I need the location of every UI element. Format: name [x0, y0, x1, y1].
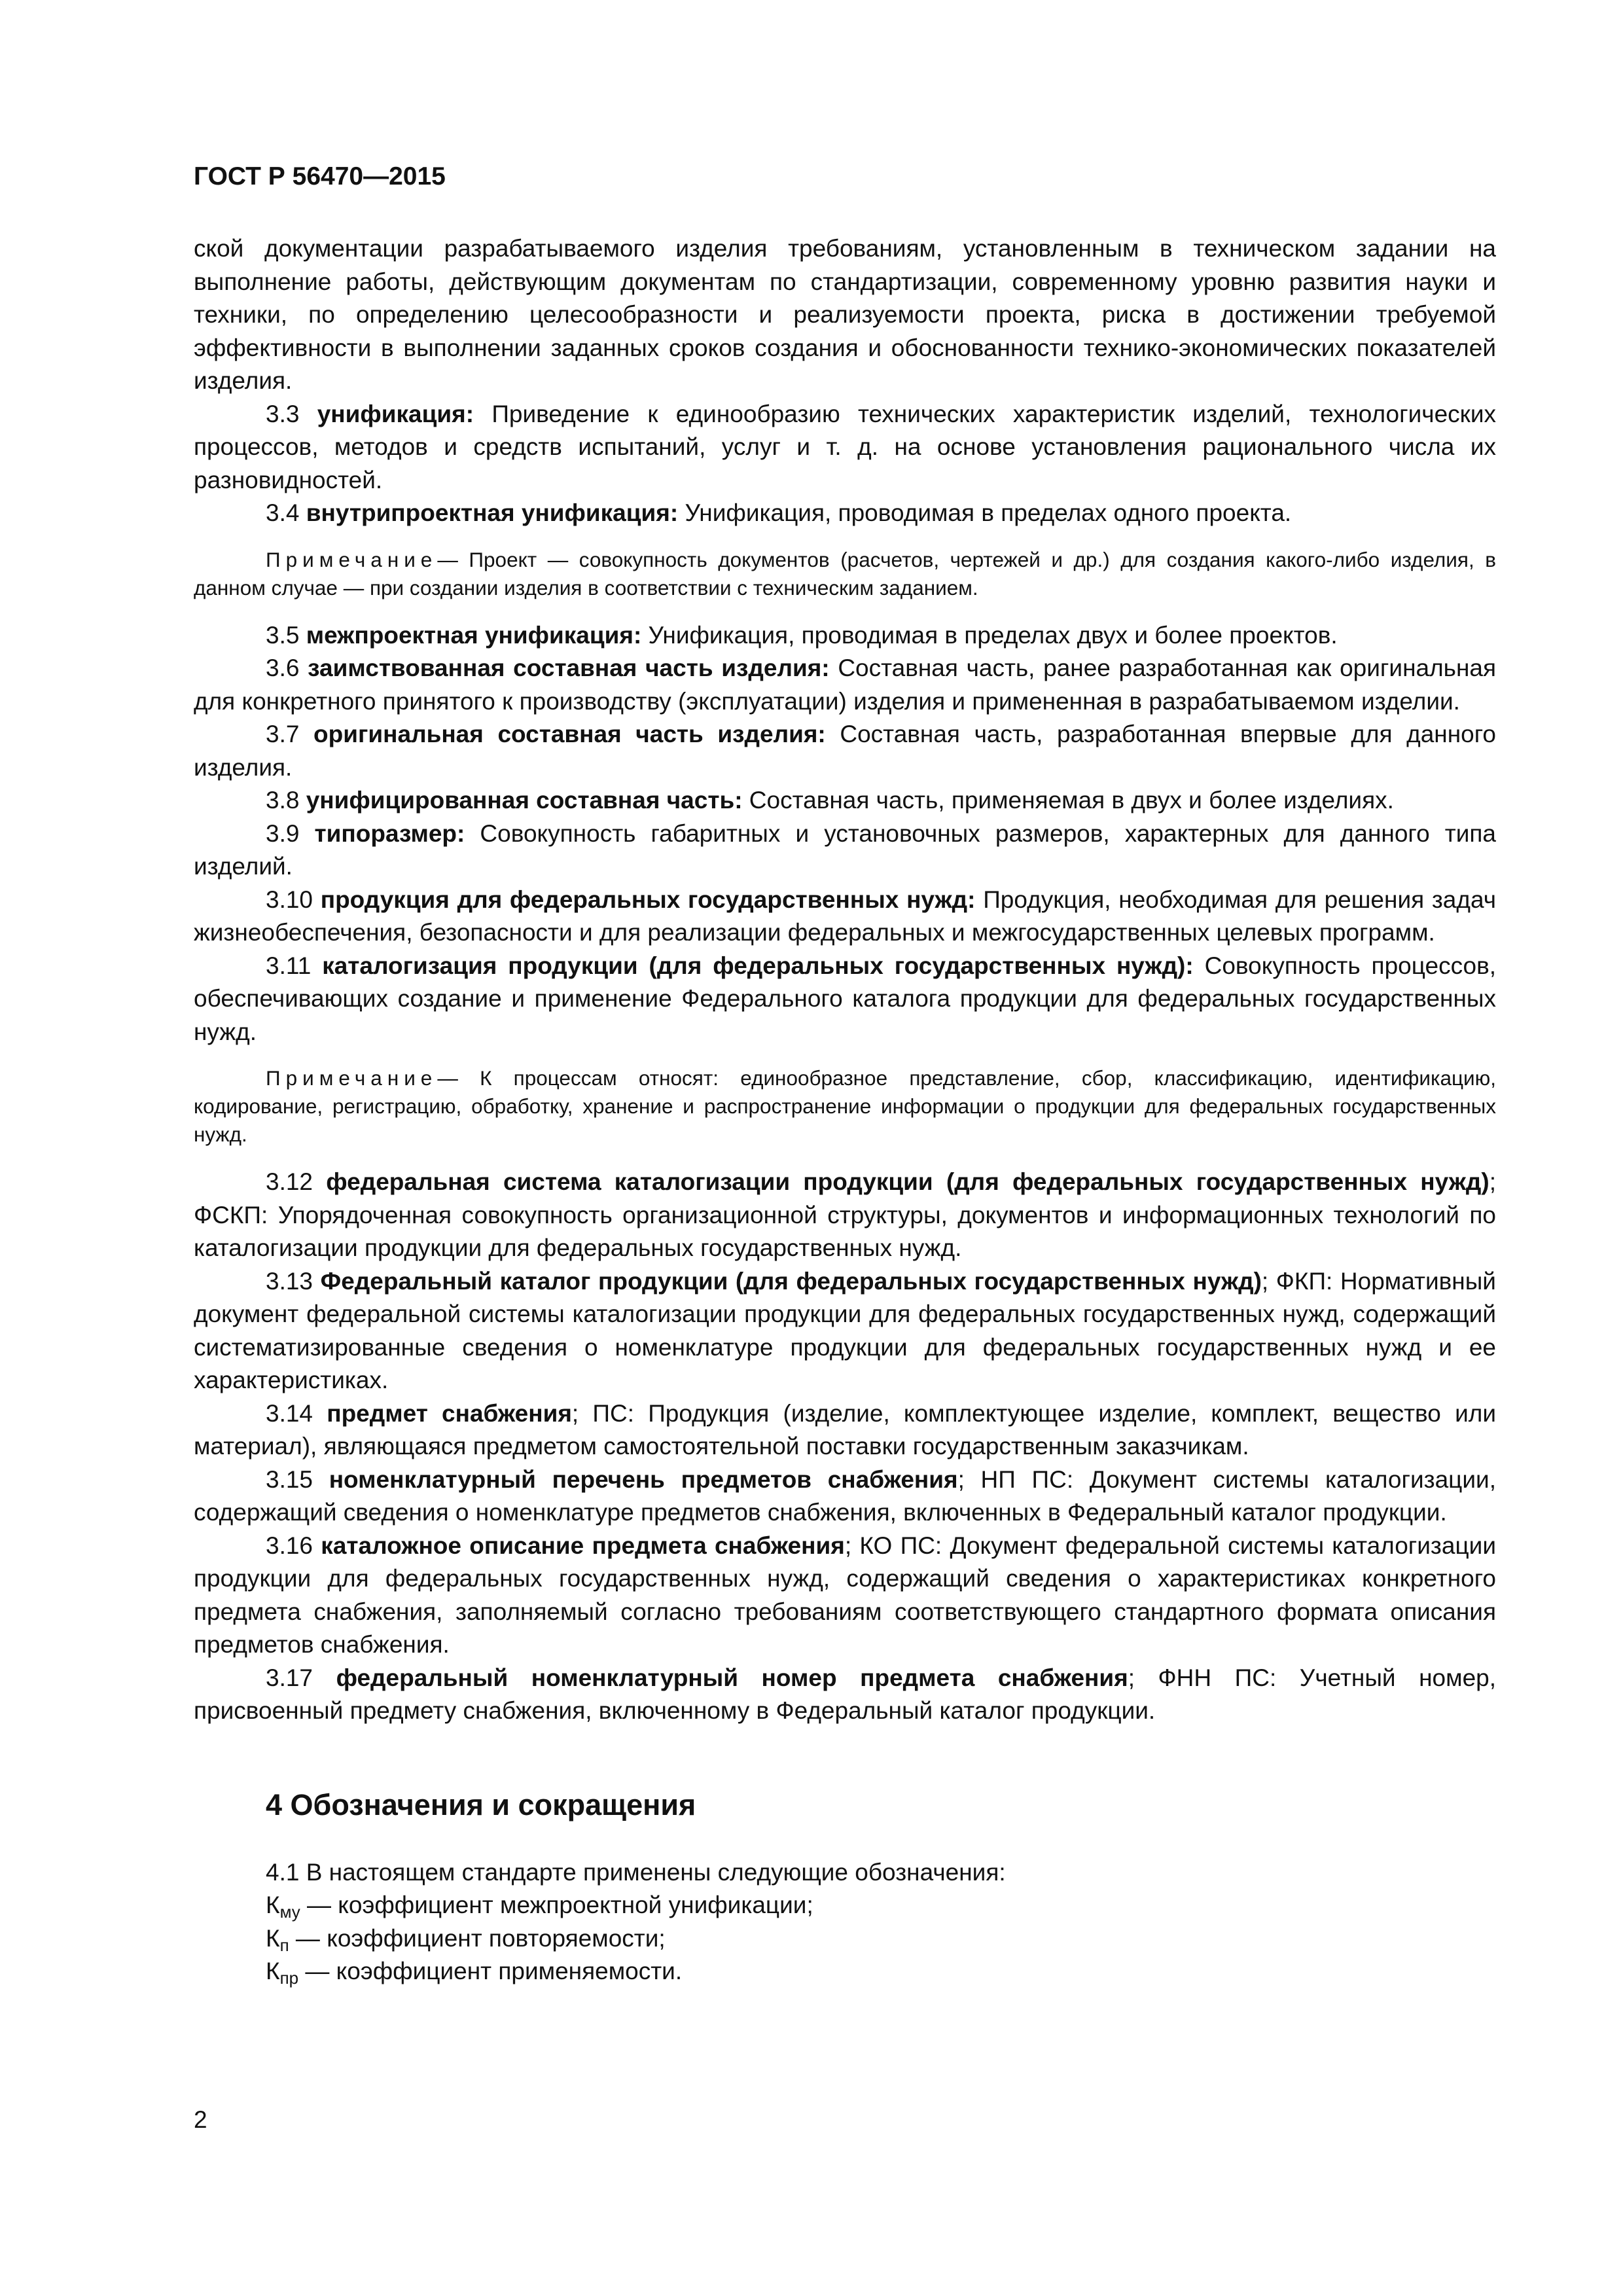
term-3-15: 3.15 номенклатурный перечень предметов снабжения; НП ПС: Документ системы каталогизации, содержащий сведения о номенклатуре предметов снабжения, включенных в Федеральный каталог продукции.: [194, 1465, 1496, 1526]
term-3-17: 3.17 федеральный номенклатурный номер предмета снабжения; ФНН ПС: Учетный номер, присвоенный предмету снабжения, включенному в Федеральный каталог продукции.: [194, 1664, 1497, 1724]
notation-kmu: $К_{му}$ — коэффициент межпроектной унификации;: [266, 1892, 813, 1922]
term-3-4: 3.4 внутрипроектная унификация: Унификация, проводимая в пределах одного проекта.: [266, 499, 1292, 526]
page-number: 2: [194, 2106, 207, 2133]
notation-kp: $К_п$ — коэффициент повторяемости;: [266, 1924, 666, 1955]
term-3-14: 3.14 предмет снабжения; ПС: Продукция (изделие, комплектующее изделие, комплект, вещество или материал), являющаяся предметом самостоятельной поставки государственным заказчикам.: [194, 1399, 1497, 1460]
note-2: Примечание— К процессам относят: единообразное представление, сбор, классификацию, идентификацию, кодирование, регистрацию, обработку, хранение и распространение информации о продукции для федеральных государственных нужд.: [194, 1066, 1496, 1146]
term-3-11: 3.11 каталогизация продукции (для федеральных государственных нужд): Совокупность процессов, обеспечивающих создание и применение Федерального каталога продукции для федеральных государственных нужд.: [194, 952, 1497, 1045]
term-3-13: 3.13 Федеральный каталог продукции (для федеральных государственных нужд); ФКП: Нормативный документ федеральной системы каталогизации продукции для федеральных государственных нужд, содержащий систематизированные сведения о номенклатуре продукции для федеральных государственных нужд и ее характеристиках.: [194, 1267, 1496, 1393]
section-4-title: 4 Обозначения и сокращения: [266, 1787, 696, 1821]
section-4-lead: 4.1 В настоящем стандарте применены следующие обозначения:: [266, 1858, 1006, 1886]
term-3-9: 3.9 типоразмер: Совокупность габаритных и установочных размеров, характерных для данного типа изделий.: [194, 819, 1496, 880]
intro-paragraph: ской документации разрабатываемого изделия требованиям, установленным в техническом задании на выполнение работы, действующим документам по стандартизации, современному уровню развития науки и техники, по определению целесообразности и реализуемости проекта, риска в достижении требуемой эффективности в выполнении заданных сроков создания и обоснованности технико-экономических показателей изделия.: [194, 235, 1496, 394]
term-3-3: 3.3 унификация: Приведение к единообразию технических характеристик изделий, технологических процессов, методов и средств испытаний, услуг и т. д. на основе установления рационального числа их разновидностей.: [194, 400, 1496, 493]
term-3-10: 3.10 продукция для федеральных государственных нужд: Продукция, необходимая для решения задач жизнеобеспечения, безопасности и для реализации федеральных и межгосударственных целевых программ.: [194, 886, 1497, 946]
term-3-12: 3.12 федеральная система каталогизации продукции (для федеральных государственных нужд); ФСКП: Упорядоченная совокупность организационной структуры, документов и информационных технологий по каталогизации продукции для федеральных государственных нужд.: [194, 1168, 1497, 1261]
term-3-6: 3.6 заимствованная составная часть изделия: Составная часть, ранее разработанная как оригинальная для конкретного принятого к производству (эксплуатации) изделия и примененная в разрабатываемом изделии.: [194, 655, 1497, 715]
term-3-7: 3.7 оригинальная составная часть изделия: Составная часть, разработанная впервые для данного изделия.: [194, 721, 1497, 781]
document-body: [194, 232, 1496, 1988]
term-3-8: 3.8 унифицированная составная часть: Составная часть, применяемая в двух и более изделиях.: [266, 787, 1394, 814]
term-3-16: 3.16 каталожное описание предмета снабжения; КО ПС: Документ федеральной системы каталогизации продукции для федеральных государственных нужд, содержащий сведения о характеристиках конкретного предмета снабжения, заполняемый согласно требованиям соответствующего стандартного формата описания предметов снабжения.: [194, 1532, 1496, 1658]
term-3-5: 3.5 межпроектная унификация: Унификация, проводимая в пределах двух и более проектов.: [266, 621, 1338, 649]
notation-kpr: $К_{пр}$ — коэффициент применяемости.: [266, 1958, 683, 1988]
document-header: ГОСТ Р 56470—2015: [194, 162, 446, 190]
note-1: Примечание— Проект — совокупность документов (расчетов, чертежей и др.) для создания какого-либо изделия, в данном случае — при создании изделия в соответствии с техническим заданием.: [194, 547, 1496, 600]
